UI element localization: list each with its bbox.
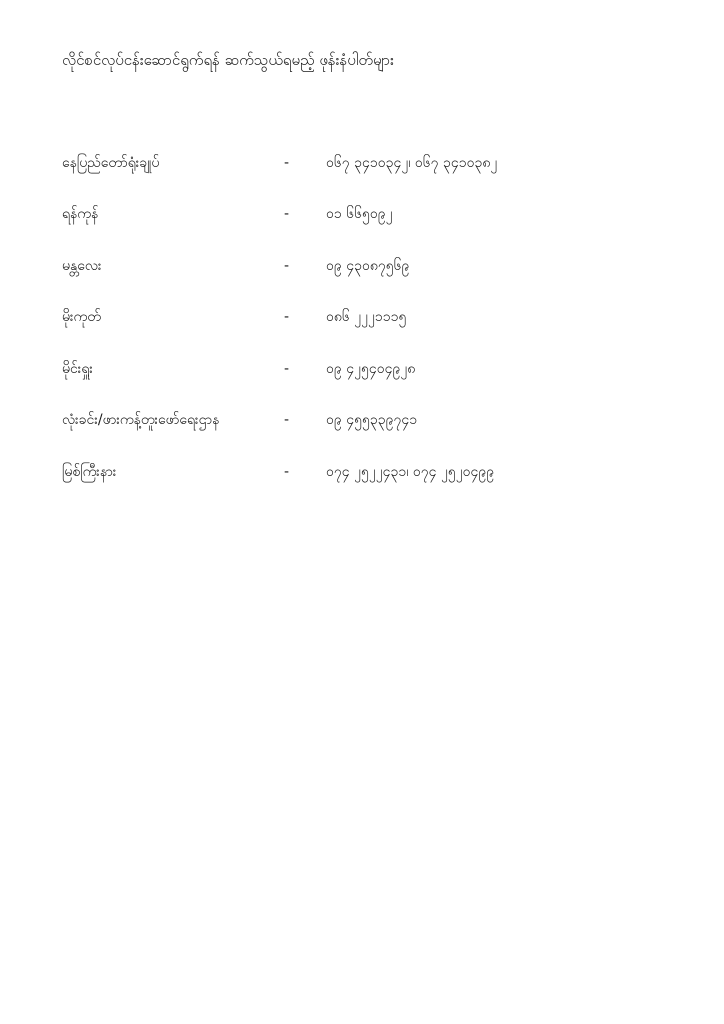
contact-row [0,459,724,485]
contact-row [0,407,724,433]
region-name: မြစ်ကြီးနား [62,464,117,480]
phone-numbers: ၀၉ ၄၂၅၄၀၄၉၂၈ [326,361,416,377]
phone-numbers: ၀၁ ၆၆၅၀၉၂ [326,206,393,222]
phone-numbers: ၀၉ ၄၅၅၃၃၉၇၄၁ [326,412,418,428]
region-name: မန္တလေး [62,258,102,274]
contact-row [0,356,724,382]
separator-dash: - [284,309,290,325]
phone-numbers: ၀၈၆ ၂၂၂၁၁၁၅ [326,309,407,325]
region-name: နေပြည်တော်ရုံးချုပ် [62,155,160,171]
separator-dash: - [284,258,290,274]
contact-row [0,150,724,176]
separator-dash: - [284,412,290,428]
document-title: လိုင်စင်လုပ်ငန်းဆောင်ရွက်ရန် ဆက်သွယ်ရမည့် ဖုန်းနံပါတ်များ [62,51,394,69]
contact-row [0,253,724,279]
separator-dash: - [284,464,290,480]
separator-dash: - [284,361,290,377]
region-name: မိုင်းရှူး [62,361,93,377]
separator-dash: - [284,155,290,171]
region-name: လုံးခင်း/ဖားကန့်တူးဖော်ရေးဌာန [62,412,220,428]
phone-numbers: ၀၆၇ ၃၄၁၀၃၄၂၊ ၀၆၇ ၃၄၁၀၃၈၂ [326,155,498,171]
separator-dash: - [284,206,290,222]
region-name: မိုးကုတ် [62,309,101,325]
phone-numbers: ၀၇၄ ၂၅၂၂၄၃၁၊ ၀၇၄ ၂၅၂၀၄၉၉ [326,464,495,480]
region-name: ရန်ကုန် [62,206,99,222]
contact-row [0,201,724,227]
phone-numbers: ၀၉ ၄၃၀၈၇၅၆၉ [326,258,410,274]
contact-row [0,304,724,330]
